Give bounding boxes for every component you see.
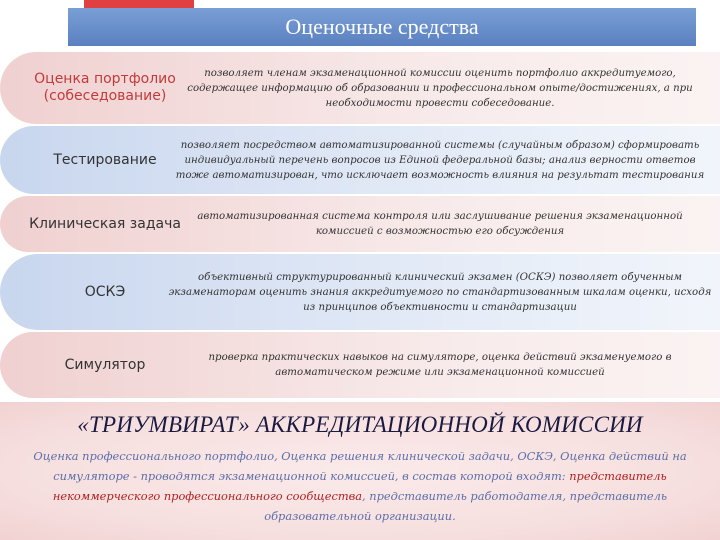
triumvirate-highlight: представитель некоммерческого профессионального сообщества [52, 469, 667, 503]
triumvirate-text-after: , представитель работодателя, представитель образовательной организации. [264, 489, 668, 523]
triumvirate-text-before: Оценка профессионального портфолио, Оценка решения клинической задачи, ОСКЭ, Оценка действий на симуляторе - проводятся экзаменационной комиссией, в состав которой входят: [33, 449, 687, 483]
triumvirate-text [14, 446, 706, 526]
row-desc-testing: позволяет посредством автоматизированной системы (случайным образом) сформировать индивидуальный перечень вопросов из Единой федеральной базы; анализ верности ответов тоже автоматизирован, что исключает возможность влияния на результат тестирования [175, 139, 705, 181]
row-desc-clinical-task: автоматизированная система контроля или заслушивание решения экзаменационной комиссией с возможностью его обсуждения [197, 211, 683, 237]
page-title: Оценочные средства [285, 14, 479, 39]
row-label-portfolio: Оценка портфолио (собеседование) [34, 71, 176, 104]
row-label-osce: ОСКЭ [84, 283, 126, 300]
row-desc-portfolio: позволяет членам экзаменационной комиссии оценить портфолио аккредитуемого, содержащее информацию об образовании и профессиональном опыте/достижениях, а при необходимости провести собеседование. [187, 67, 693, 109]
row-desc-simulator: проверка практических навыков на симуляторе, оценка действий экзаменуемого в автоматическом режиме или экзаменационной комиссией [208, 352, 672, 378]
title-bar [68, 8, 696, 46]
row-label-clinical-task: Клиническая задача [29, 215, 181, 232]
row-label-testing: Тестирование [53, 151, 157, 168]
row-label-simulator: Симулятор [64, 356, 146, 373]
triumvirate-title: «ТРИУМВИРАТ» АККРЕДИТАЦИОННОЙ КОМИССИИ [77, 412, 643, 437]
row-desc-osce: объективный структурированный клинический экзамен (ОСКЭ) позволяет обученным экзаменаторам оценить знания аккредитуемого по стандартизованным шкалам оценки, исходя из принципов объективности и стандартизации [168, 271, 712, 313]
top-accent-bar [84, 0, 194, 8]
